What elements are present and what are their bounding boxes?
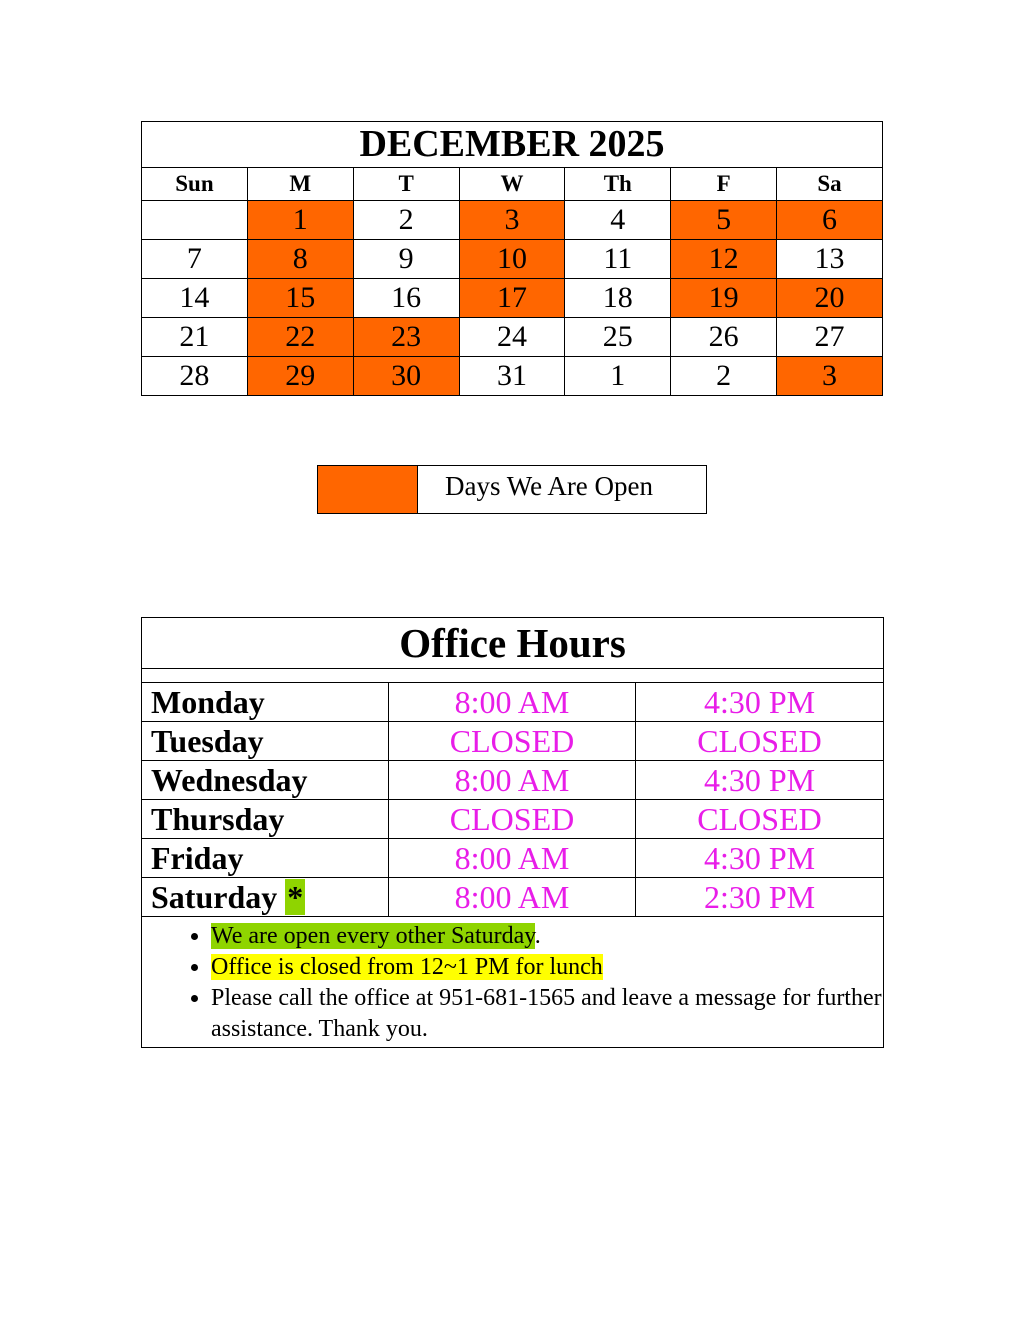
note-item [211, 952, 883, 983]
open-day-color-swatch [318, 466, 418, 513]
calendar-day-cell: 27 [777, 318, 883, 357]
calendar-day-cell: 2 [671, 357, 777, 396]
calendar-day-cell: 8 [247, 240, 353, 279]
weekday-header: W [459, 168, 565, 201]
calendar-title: DECEMBER 2025 [142, 122, 883, 168]
calendar-day-cell: 3 [459, 201, 565, 240]
notes-cell [142, 917, 884, 1048]
open-days-legend [317, 465, 707, 514]
calendar-day-cell: 2 [353, 201, 459, 240]
weekday-header: F [671, 168, 777, 201]
calendar-week-row [142, 357, 883, 396]
calendar-day-cell: 10 [459, 240, 565, 279]
calendar-day-cell: 14 [142, 279, 248, 318]
calendar-day-cell: 5 [671, 201, 777, 240]
calendar-week-row [142, 201, 883, 240]
calendar-day-cell: 20 [777, 279, 883, 318]
note-item [211, 983, 883, 1045]
calendar-day-cell: 21 [142, 318, 248, 357]
spacer-row [142, 669, 884, 683]
note-lunch: Office is closed from 12~1 PM for lunch [211, 954, 603, 980]
legend-label: Days We Are Open [445, 471, 654, 501]
open-time: CLOSED [389, 800, 636, 839]
december-calendar [141, 121, 883, 396]
open-time: 8:00 AM [389, 683, 636, 722]
close-time: 4:30 PM [636, 683, 884, 722]
calendar-day-cell: 16 [353, 279, 459, 318]
weekday-header: Sa [777, 168, 883, 201]
close-time: CLOSED [636, 722, 884, 761]
calendar-day-cell: 26 [671, 318, 777, 357]
calendar-day-cell: 24 [459, 318, 565, 357]
calendar-day-cell: 18 [565, 279, 671, 318]
hours-row-tuesday [142, 722, 884, 761]
day-name: Thursday [142, 800, 389, 839]
office-hours-table [141, 617, 884, 1048]
office-hours-title: Office Hours [142, 618, 884, 669]
day-name: Monday [142, 683, 389, 722]
weekday-header: Th [565, 168, 671, 201]
close-time: CLOSED [636, 800, 884, 839]
notes-list [142, 921, 883, 1045]
hours-row-monday [142, 683, 884, 722]
open-time: 8:00 AM [389, 878, 636, 917]
hours-row-friday [142, 839, 884, 878]
day-name: Tuesday [142, 722, 389, 761]
calendar-day-cell: 3 [777, 357, 883, 396]
weekday-header: Sun [142, 168, 248, 201]
calendar-day-cell: 9 [353, 240, 459, 279]
weekday-header: M [247, 168, 353, 201]
open-time: 8:00 AM [389, 761, 636, 800]
hours-row-wednesday [142, 761, 884, 800]
calendar-day-cell: 17 [459, 279, 565, 318]
close-time: 4:30 PM [636, 761, 884, 800]
calendar-day-cell: 1 [247, 201, 353, 240]
calendar-day-cell: 29 [247, 357, 353, 396]
calendar-day-cell: 30 [353, 357, 459, 396]
calendar-day-cell: 22 [247, 318, 353, 357]
weekday-header: T [353, 168, 459, 201]
saturday-asterisk: * [287, 879, 304, 915]
day-name: Friday [142, 839, 389, 878]
calendar-day-cell: 19 [671, 279, 777, 318]
calendar-day-cell: 15 [247, 279, 353, 318]
calendar-day-cell [142, 201, 248, 240]
calendar-day-cell: 6 [777, 201, 883, 240]
calendar-day-cell: 13 [777, 240, 883, 279]
close-time: 4:30 PM [636, 839, 884, 878]
calendar-day-cell: 12 [671, 240, 777, 279]
calendar-week-row [142, 279, 883, 318]
hours-row-thursday [142, 800, 884, 839]
calendar-week-row [142, 240, 883, 279]
calendar-day-cell: 1 [565, 357, 671, 396]
open-time: CLOSED [389, 722, 636, 761]
note-contact: Please call the office at 951-681-1565 and leave a message for further assistance. Thank you. [211, 985, 882, 1042]
note-item [211, 921, 883, 952]
hours-row-saturday [142, 878, 884, 917]
day-name-cell [142, 878, 389, 917]
calendar-day-cell: 7 [142, 240, 248, 279]
calendar-day-cell: 23 [353, 318, 459, 357]
note-saturday-period: . [534, 923, 541, 949]
calendar-week-row [142, 318, 883, 357]
close-time: 2:30 PM [636, 878, 884, 917]
calendar-day-cell: 25 [565, 318, 671, 357]
day-name: Saturday [151, 879, 278, 915]
calendar-day-cell: 4 [565, 201, 671, 240]
calendar-day-cell: 31 [459, 357, 565, 396]
open-time: 8:00 AM [389, 839, 636, 878]
weekday-header-row [142, 168, 883, 201]
calendar-day-cell: 11 [565, 240, 671, 279]
day-name: Wednesday [142, 761, 389, 800]
calendar-day-cell: 28 [142, 357, 248, 396]
note-saturday-highlight: We are open every other Saturday [211, 923, 535, 949]
